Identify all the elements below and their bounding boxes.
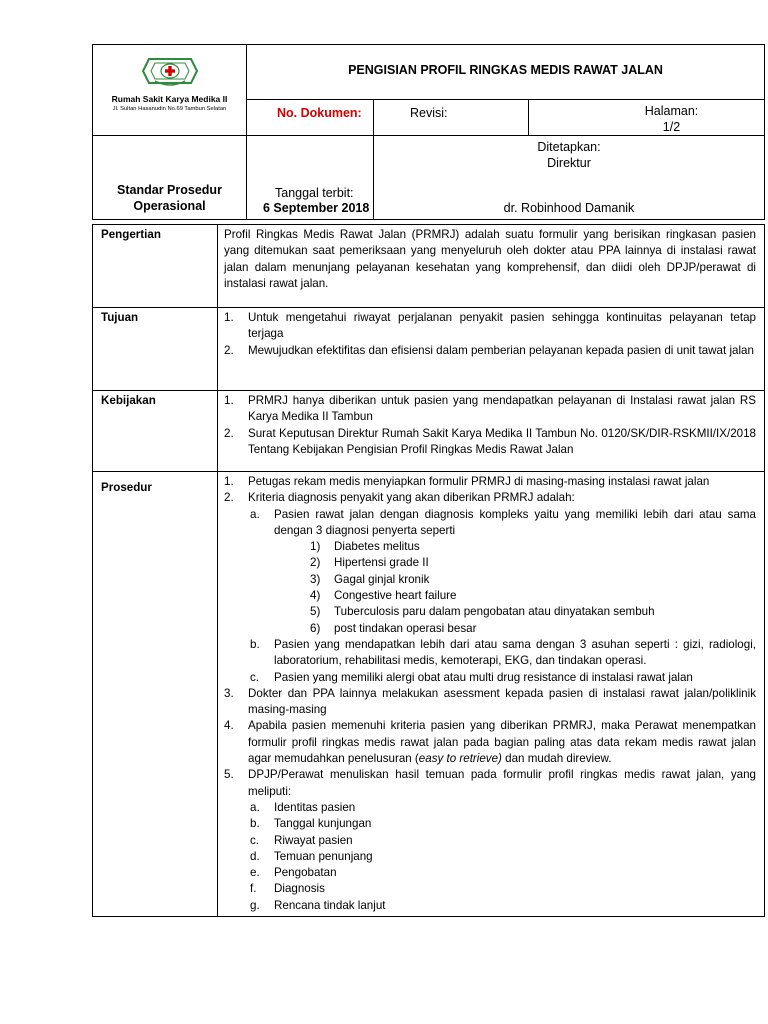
list-letter: e. — [250, 866, 260, 880]
sop-line-2: Operasional — [133, 199, 206, 213]
list-letter: g. — [250, 898, 260, 912]
list-number: 1. — [224, 311, 234, 324]
list-number: 2. — [224, 491, 234, 505]
list-text: Tuberculosis paru dalam pengobatan atau dinyatakan sembuh — [334, 605, 655, 619]
list-item — [224, 490, 756, 686]
doc-number-label: No. Dokumen: — [247, 100, 374, 136]
page-value: 1/2 — [662, 120, 681, 134]
revision-label: Revisi: — [374, 100, 529, 136]
list-item — [224, 426, 756, 459]
hospital-name: Rumah Sakit Karya Medika II — [111, 94, 228, 104]
list-item — [310, 555, 756, 571]
list-item — [250, 800, 756, 816]
list-text: DPJP/Perawat menuliskan hasil temuan pada formulir profil ringkas medis rawat jalan, yang meliputi: — [248, 768, 756, 798]
list-text: Untuk mengetahui riwayat perjalanan penyakit pasien sehingga kontinuitas pelayanan tetap terjaga — [248, 311, 756, 341]
list-number: 3. — [224, 686, 234, 700]
diagnosis-list — [310, 539, 756, 637]
page-label: Halaman: — [644, 104, 699, 118]
list-item — [310, 539, 756, 555]
list-text: Diagnosis — [274, 882, 325, 896]
list-text: Tanggal kunjungan — [274, 817, 372, 831]
list-text: Hipertensi grade II — [334, 556, 429, 570]
list-number: 1. — [224, 475, 234, 488]
list-text: Pasien yang mendapatkan lebih dari atau sama dengan 3 asuhan seperti : gizi, radiologi, laboratorium, rehabilitasi medis, kemoterapi, EKG, dan tindakan operasi. — [274, 637, 756, 668]
list-text: Pasien rawat jalan dengan diagnosis kompleks yaitu yang memiliki lebih dari atau sama dengan 3 diagnosi penyerta seperti — [274, 507, 756, 537]
list-text: Mewujudkan efektifitas dan efisiensi dalam pemberian pelayanan kepada pasien di unit tawat jalan — [248, 343, 754, 357]
approved-role: Direktur — [547, 156, 591, 170]
list-item — [310, 588, 756, 604]
list-text: Diabetes melitus — [334, 540, 420, 554]
hospital-address: Jl. Sultan Hasanudin No.69 Tambun Selatan — [112, 106, 227, 112]
hospital-logo-cell — [93, 45, 247, 136]
list-text: Riwayat pasien — [274, 833, 353, 847]
list-number: 1. — [224, 394, 234, 407]
sop-content-table — [92, 224, 765, 917]
list-item — [224, 686, 756, 719]
list-item — [250, 881, 756, 897]
list-text: Dokter dan PPA lainnya melakukan asessment kepada pasien di instalasi rawat jalan/poliklinik masing-masing — [248, 686, 756, 717]
list-number: 5. — [224, 768, 234, 782]
list-item — [250, 865, 756, 881]
list-letter: c. — [250, 670, 260, 684]
list-number: 6) — [310, 621, 321, 635]
document-title: PENGISIAN PROFIL RINGKAS MEDIS RAWAT JALAN — [247, 45, 765, 100]
findings-list — [250, 800, 756, 914]
list-item — [224, 474, 756, 490]
list-letter: f. — [250, 882, 257, 896]
list-text: Petugas rekam medis menyiapkan formulir PRMRJ di masing-masing instalasi rawat jalan — [248, 475, 710, 488]
list-text: Gagal ginjal kronik — [334, 572, 430, 586]
page-info — [529, 100, 765, 136]
approved-name: dr. Robinhood Damanik — [503, 201, 635, 215]
list-letter: b. — [250, 817, 260, 831]
list-text: Surat Keputusan Direktur Rumah Sakit Karya Medika II Tambun No. 0120/SK/DIR-RSKMII/IX/2018 Tentang Kebijakan Pengisian Profil Ringkas Medis Rawat Jalan — [248, 426, 756, 456]
list-item — [250, 849, 756, 865]
list-text: Congestive heart failure — [334, 589, 457, 603]
list-item — [310, 621, 756, 637]
list-number: 1) — [310, 540, 321, 554]
list-item — [224, 767, 756, 914]
list-item — [224, 343, 756, 359]
list-item — [250, 816, 756, 832]
tujuan-list — [224, 310, 756, 359]
list-item — [224, 310, 756, 343]
prosedur-list — [224, 474, 756, 914]
list-text: PRMRJ hanya diberikan untuk pasien yang mendapatkan pelayanan di Instalasi rawat jalan RS Karya Medika II Tambun — [248, 394, 756, 424]
list-text: Identitas pasien — [274, 800, 356, 814]
list-letter: d. — [250, 849, 260, 863]
section-row-tujuan — [93, 308, 765, 391]
approval-cell — [374, 136, 765, 220]
list-letter: b. — [250, 637, 260, 651]
list-item — [250, 898, 756, 914]
list-number: 2. — [224, 343, 234, 357]
list-text: Pasien yang memiliki alergi obat atau multi drug resistance di instalasi rawat jalan — [274, 670, 693, 684]
document-header-table — [92, 44, 765, 220]
list-number: 2) — [310, 556, 321, 570]
issued-date: 6 September 2018 — [263, 201, 370, 215]
section-row-prosedur — [93, 472, 765, 917]
section-label-kebijakan: Kebijakan — [93, 391, 218, 472]
criteria-list — [250, 507, 756, 686]
issued-label: Tanggal terbit: — [275, 186, 354, 200]
list-letter: a. — [250, 800, 260, 814]
list-item — [310, 604, 756, 620]
list-item — [310, 572, 756, 588]
hospital-logo-icon — [139, 51, 201, 91]
list-item — [224, 393, 756, 426]
section-row-pengertian — [93, 225, 765, 308]
list-text-part: dan mudah direview. — [501, 752, 612, 766]
list-item — [250, 833, 756, 849]
list-number: 3) — [310, 572, 321, 586]
sop-line-1: Standar Prosedur — [117, 183, 222, 197]
list-item — [224, 718, 756, 767]
list-number: 4. — [224, 719, 234, 733]
list-text: Rencana tindak lanjut — [274, 898, 386, 912]
section-row-kebijakan — [93, 391, 765, 472]
list-text-italic: easy to retrieve) — [418, 752, 502, 766]
section-label-pengertian: Pengertian — [93, 225, 218, 308]
list-text: Pengobatan — [274, 866, 337, 880]
list-letter: a. — [250, 507, 260, 521]
list-item — [250, 507, 756, 637]
list-letter: c. — [250, 833, 260, 847]
list-item — [250, 637, 756, 670]
pengertian-text: Profil Ringkas Medis Rawat Jalan (PRMRJ) adalah suatu formulir yang berisikan ringkasan pasien yang ditemukan saat pemeriksaan yang menyeluruh oleh dokter atau PPA lainnya di instalasi rawat jalan dalam menunjang pelayanan kesehatan yang komprehensif, dan diidi oleh DPJP/perawat di instalasi rawat jalan. — [224, 228, 756, 290]
kebijakan-list — [224, 393, 756, 458]
list-text-part: Apabila pasien memenuhi kriteria pasien yang diberikan PRMRJ, maka Perawat menempatkan formulir profil ringkas medis rawat jalan pada bagian paling atas data rekam medis rawat jalan agar memudahkan penelusuran ( — [248, 719, 756, 766]
list-number: 5) — [310, 605, 321, 619]
list-number: 2. — [224, 426, 234, 440]
sop-label — [93, 136, 247, 220]
list-item — [250, 670, 756, 686]
list-text: Kriteria diagnosis penyakit yang akan diberikan PRMRJ adalah: — [248, 491, 575, 505]
section-label-prosedur: Prosedur — [93, 472, 218, 917]
list-text — [248, 718, 756, 767]
section-label-tujuan: Tujuan — [93, 308, 218, 391]
list-text: Temuan penunjang — [274, 849, 373, 863]
approved-label: Ditetapkan: — [537, 140, 601, 154]
list-number: 4) — [310, 589, 321, 603]
issued-cell — [247, 136, 374, 220]
list-text: post tindakan operasi besar — [334, 621, 477, 635]
